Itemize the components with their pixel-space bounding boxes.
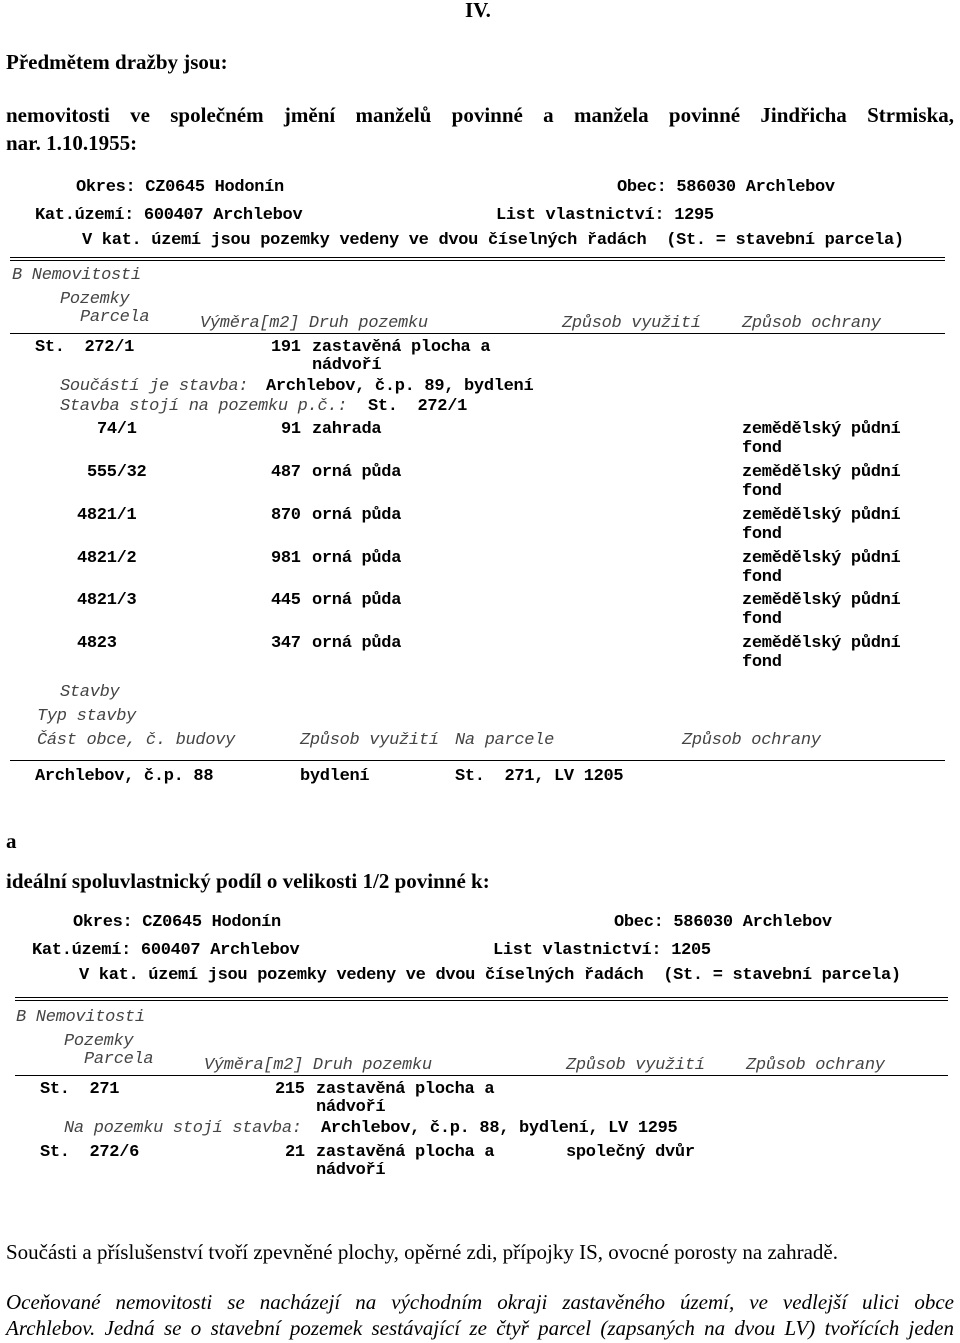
roman-numeral: IV. [465, 0, 491, 22]
double-divider [15, 997, 948, 1001]
closing-line-2: Archlebov. Jedná se o stavební pozemek sestávající ze čtyř parcel (zapsaných na dvou LV) tvořících jeden [6, 1316, 954, 1340]
land-type: orná půda [312, 463, 402, 482]
share-line: ideální spoluvlastnický podíl o velikosti 1/2 povinné k: [6, 869, 490, 893]
building-on-land-value: Archlebov, č.p. 88, bydlení, LV 1295 [321, 1119, 678, 1138]
land-type: orná půda [312, 591, 402, 610]
land-type-cont: nádvoří [312, 356, 382, 375]
protection: zemědělský půdní [742, 634, 901, 653]
parcel-number: 4821/2 [77, 549, 137, 568]
parcel-area: 91 [281, 420, 301, 439]
parcel-area: 191 [271, 338, 301, 357]
land-type: zastavěná plocha a [312, 338, 491, 357]
area-type-col-header: Výměra[m2] Druh pozemku [204, 1056, 432, 1075]
building-on-parcel-value: St. 272/1 [368, 397, 468, 416]
land-type: zastavěná plocha a [316, 1080, 495, 1099]
district: Okres: CZ0645 Hodonín [73, 913, 281, 932]
land-type-cont: nádvoří [316, 1161, 386, 1180]
use-col-header: Způsob využití [562, 314, 701, 333]
parcel-number: St. 272/1 [35, 338, 135, 357]
land-type: zastavěná plocha a [316, 1143, 495, 1162]
buildings-heading: Stavby [60, 683, 120, 702]
land-heading: Pozemky [64, 1032, 134, 1051]
parcel-area: 981 [271, 549, 301, 568]
numbering-note: V kat. území jsou pozemky vedeny ve dvou číselných řadách (St. = stavební parcela) [79, 966, 901, 985]
parcel-area: 487 [271, 463, 301, 482]
protection-col-header: Způsob ochrany [746, 1056, 885, 1075]
parcel-area: 347 [271, 634, 301, 653]
intro-line-1: nemovitosti ve společném jmění manželů povinné a manžela povinné Jindřicha Strmiska, [6, 103, 954, 127]
double-divider [10, 257, 945, 261]
municipality: Obec: 586030 Archlebov [617, 178, 835, 197]
numbering-note: V kat. území jsou pozemky vedeny ve dvou číselných řadách (St. = stavební parcela) [82, 231, 904, 250]
protection-cont: fond [742, 610, 782, 629]
land-type-cont: nádvoří [316, 1098, 386, 1117]
parcel-area: 870 [271, 506, 301, 525]
parcel-number: 555/32 [87, 463, 147, 482]
building-part-header: Část obce, č. budovy [37, 731, 236, 750]
intro-line-2: nar. 1.10.1955: [6, 131, 138, 155]
parcel-area: 215 [275, 1080, 305, 1099]
land-type: zahrada [312, 420, 382, 439]
protection: zemědělský půdní [742, 506, 901, 525]
section-b-title: B Nemovitosti [12, 266, 141, 285]
building-use: bydlení [300, 767, 370, 786]
building-use-header: Způsob využití [300, 731, 439, 750]
protection-cont: fond [742, 439, 782, 458]
land-type: orná půda [312, 506, 402, 525]
municipality: Obec: 586030 Archlebov [614, 913, 832, 932]
protection: zemědělský půdní [742, 549, 901, 568]
building-on-land-label: Na pozemku stojí stavba: [64, 1119, 302, 1138]
building-name: Archlebov, č.p. 88 [35, 767, 214, 786]
land-heading: Pozemky [60, 290, 130, 309]
header-divider [10, 333, 945, 334]
parcel-number: St. 272/6 [40, 1143, 140, 1162]
parcel-number: 4823 [77, 634, 117, 653]
use-col-header: Způsob využití [566, 1056, 705, 1075]
area-type-col-header: Výměra[m2] Druh pozemku [200, 314, 428, 333]
closing-line-1: Oceňované nemovitosti se nacházejí na východním okraji zastavěného území, ve vedlejší ulici obce [6, 1290, 954, 1314]
section-b-title: B Nemovitosti [16, 1008, 145, 1027]
parcel-number: 4821/1 [77, 506, 137, 525]
building-protection-header: Způsob ochrany [682, 731, 821, 750]
component-value: Archlebov, č.p. 89, bydlení [266, 377, 534, 396]
land-use: společný dvůr [566, 1143, 695, 1162]
parcel-col-header: Parcela [84, 1050, 154, 1069]
building-on-parcel-label: Stavba stojí na pozemku p.č.: [60, 397, 348, 416]
protection: zemědělský půdní [742, 463, 901, 482]
cadastral-area: Kat.území: 600407 Archlebov [35, 206, 303, 225]
component-label: Součástí je stavba: [60, 377, 249, 396]
protection-cont: fond [742, 525, 782, 544]
protection-cont: fond [742, 568, 782, 587]
building-parcel-header: Na parcele [455, 731, 555, 750]
protection-cont: fond [742, 482, 782, 501]
land-type: orná půda [312, 549, 402, 568]
building-parcel: St. 271, LV 1205 [455, 767, 624, 786]
parcel-area: 445 [271, 591, 301, 610]
protection: zemědělský půdní [742, 420, 901, 439]
accessories-paragraph: Součásti a příslušenství tvoří zpevněné plochy, opěrné zdi, přípojky IS, ovocné porosty na zahradě. [6, 1240, 839, 1264]
parcel-col-header: Parcela [80, 308, 150, 327]
parcel-number: 4821/3 [77, 591, 137, 610]
parcel-number: 74/1 [97, 420, 137, 439]
protection: zemědělský půdní [742, 591, 901, 610]
land-type: orná půda [312, 634, 402, 653]
header-divider [15, 1075, 948, 1076]
subject-heading: Předmětem dražby jsou: [6, 50, 228, 74]
and-conjunction: a [6, 829, 17, 853]
parcel-area: 21 [285, 1143, 305, 1162]
parcel-number: St. 271 [40, 1080, 120, 1099]
district: Okres: CZ0645 Hodonín [76, 178, 284, 197]
building-type-header: Typ stavby [37, 707, 137, 726]
protection-col-header: Způsob ochrany [742, 314, 881, 333]
cadastral-area: Kat.území: 600407 Archlebov [32, 941, 300, 960]
protection-cont: fond [742, 653, 782, 672]
ownership-sheet: List vlastnictví: 1295 [496, 206, 714, 225]
buildings-divider [10, 760, 945, 761]
ownership-sheet: List vlastnictví: 1205 [493, 941, 711, 960]
